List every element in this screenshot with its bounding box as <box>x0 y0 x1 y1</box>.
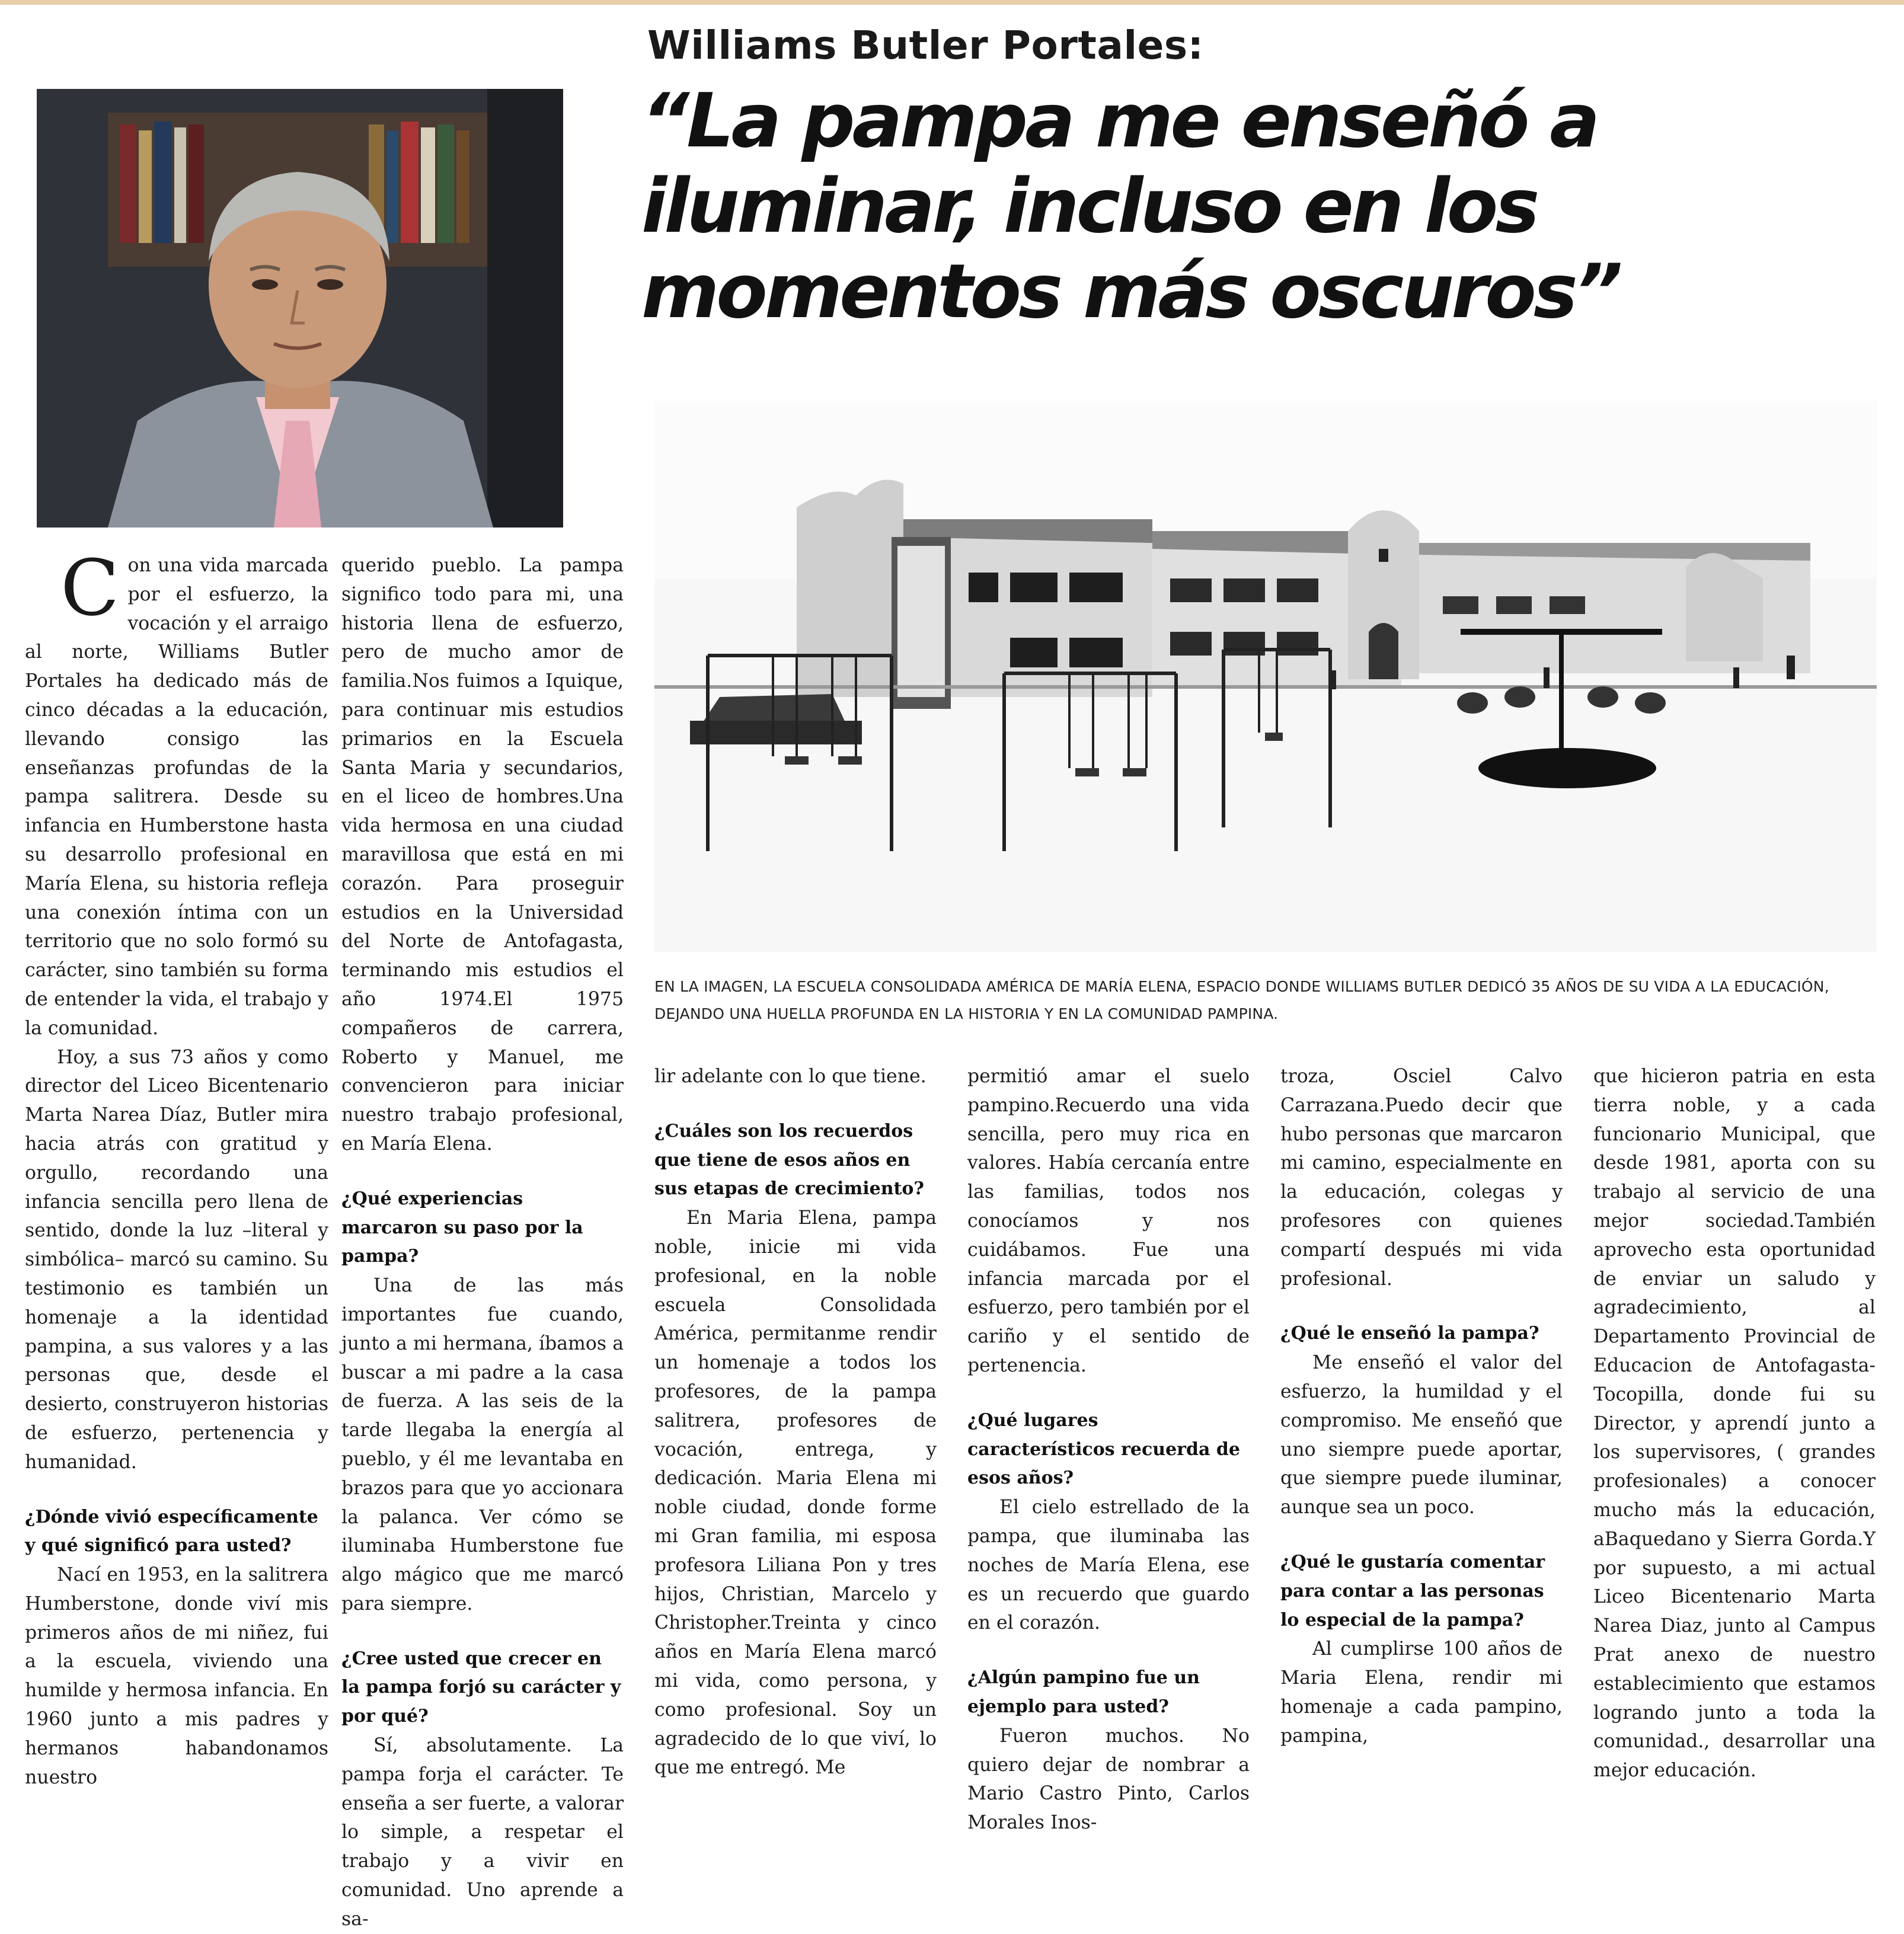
question-heading: ¿Dónde vivió específicamente y qué significó para usted? <box>25 1506 318 1556</box>
column-3 <box>654 1062 937 1779</box>
drop-cap: C <box>60 543 120 633</box>
body-paragraph: Hoy, a sus 73 años y como director del Liceo Bicentenario Marta Narea Díaz, Butler mira hacia atrás con gratitud y orgullo, recordando una infancia sencilla pero llena de sentido, donde la luz –literal y simbólica– marcó su camino. Su testimonio es también un homenaje a la identidad pampina, a sus valores y a las personas que, desde el desierto, construyeron historias de esfuerzo, pertenencia y humanidad. <box>25 1046 328 1473</box>
article-headline: “La pampa me enseñó a iluminar, incluso en los momentos más oscuros” <box>641 77 1620 335</box>
question-heading: ¿Cuáles son los recuerdos que tiene de esos años en sus etapas de crecimiento? <box>654 1120 924 1200</box>
question-heading: ¿Qué lugares característicos recuerda de esos años? <box>967 1409 1240 1489</box>
question-heading: ¿Cree usted que crecer en la pampa forjó su carácter y por qué? <box>341 1648 621 1727</box>
lead-paragraph <box>25 543 328 1043</box>
portrait-photo <box>37 89 563 528</box>
body-paragraph: permitió amar el suelo pampino.Recuerdo una vida sencilla, pero muy rica en valores. Había cercanía entre las familias, todos nos conocíamos y nos cuidábamos. Fue una infancia marcada por el esfuerzo, pero también por el cariño y el sentido de pertenencia. <box>967 1066 1250 1376</box>
answer-paragraph: Fueron muchos. No quiero dejar de nombrar a Mario Castro Pinto, Carlos Morales Inos- <box>967 1725 1250 1834</box>
body-paragraph: troza, Osciel Calvo Carrazana.Puedo decir que hubo personas que marcaron mi camino, especialmente en la educación, colegas y profesores con quienes compartí después mi vida profesional. <box>1280 1066 1563 1290</box>
school-photo <box>654 401 1877 952</box>
question-heading: ¿Qué experiencias marcaron su paso por la pampa? <box>341 1188 583 1267</box>
body-paragraph: lir adelante con lo que tiene. <box>654 1066 927 1087</box>
lead-text: on una vida marcada por el esfuerzo, la vocación y el arraigo al norte, Williams Butler Portales ha dedicado más de cinco décadas a la educación, llevando consigo las enseñanzas profundas de la pampa salitrera. Desde su infancia en Humberstone hasta su desarrollo profesional en María Elena, su historia refleja una conexión íntima con un territorio que no solo formó su carácter, sino también su forma de entender la vida, el trabajo y la comunidad. <box>25 555 328 1039</box>
column-6 <box>1593 1062 1876 1782</box>
body-paragraph: que hicieron patria en esta tierra noble, y a cada funcionario Municipal, que desde 1981, aporta con su trabajo al servicio de una mejor sociedad.También aprovecho esta oportunidad de enviar un saludo y agradecimiento, al Departamento Provincial de Educacion de Antofagasta-Tocopilla, donde fui su Director, y aprendí junto a los supervisores, ( grandes profesionales) a conocer mucho más la educación, aBaquedano y Sierra Gorda.Y por supuesto, a mi actual Liceo Bicentenario Marta Narea Diaz, junto al Campus Prat anexo de nuestro establecimiento que estamos logrando junto a toda la comunidad., desarrollar una mejor educación. <box>1593 1066 1876 1782</box>
answer-paragraph: En Maria Elena, pampa noble, inicie mi vida profesional, en la noble escuela Consolidada América, permitanme rendir un homenaje a todos los profesores, de la pampa salitrera, profesores de vocación, entrega, y dedicación. Maria Elena mi noble ciudad, donde forme mi Gran familia, mi esposa profesora Liliana Pon y tres hijos, Christian, Marcelo y Christopher.Treinta y cinco años en María Elena marcó mi vida, como persona, y como profesional. Soy un agradecido de lo que viví, lo que me entregó. Me <box>654 1207 937 1779</box>
answer-paragraph: Me enseñó el valor del esfuerzo, la humildad y el compromiso. Me enseñó que uno siempre puede aportar, que siempre puede iluminar, aunque sea un poco. <box>1280 1352 1563 1519</box>
photo-caption: EN LA IMAGEN, LA ESCUELA CONSOLIDADA AMÉRICA DE MARÍA ELENA, ESPACIO DONDE WILLIAMS BUTLER DEDICÓ 35 AÑOS DE SU VIDA A LA EDUCACIÓN, DEJANDO UNA HUELLA PROFUNDA EN LA HISTORIA Y EN LA COMUNIDAD PAMPINA. <box>654 978 1829 1022</box>
answer-paragraph: Al cumplirse 100 años de Maria Elena, rendir mi homenaje a cada pampino, pampina, <box>1280 1638 1563 1747</box>
question-heading: ¿Algún pampino fue un ejemplo para usted? <box>967 1667 1200 1717</box>
column-1 <box>25 543 328 1788</box>
question-heading: ¿Qué le gustaría comentar para contar a las personas lo especial de la pampa? <box>1280 1551 1545 1631</box>
article-kicker: Williams Butler Portales: <box>647 23 1204 68</box>
column-5 <box>1280 1062 1563 1747</box>
column-4 <box>967 1062 1250 1834</box>
column-2 <box>341 551 624 1930</box>
answer-paragraph: El cielo estrellado de la pampa, que iluminaba las noches de María Elena, ese es un recuerdo que guardo en el corazón. <box>967 1497 1250 1634</box>
answer-paragraph: Sí, absolutamente. La pampa forja el carácter. Te enseña a ser fuerte, a valorar lo simple, a respetar el trabajo y a vivir en comunidad. Uno aprende a sa- <box>341 1735 624 1930</box>
body-paragraph: querido pueblo. La pampa significo todo para mi, una historia llena de esfuerzo, pero de mucho amor de familia.Nos fuimos a Iquique, para continuar mis estudios primarios en la Escuela Santa Maria y secundarios, en el liceo de hombres.Una vida hermosa en una ciudad maravillosa que está en mi corazón. Para proseguir estudios en la Universidad del Norte de Antofagasta, terminando mis estudios el año 1974.El 1975 compañeros de carrera, Roberto y Manuel, me convencieron para iniciar nuestro trabajo profesional, en María Elena. <box>341 555 624 1155</box>
top-color-rule <box>0 0 1904 5</box>
answer-paragraph: Nací en 1953, en la salitrera Humberstone, donde viví mis primeros años de mi niñez, fui a la escuela, viviendo una humilde y hermosa infancia. En 1960 junto a mis padres y hermanos habandonamos nuestro <box>25 1564 328 1788</box>
question-heading: ¿Qué le enseñó la pampa? <box>1280 1323 1539 1344</box>
answer-paragraph: Una de las más importantes fue cuando, junto a mi hermana, íbamos a buscar a mi padre a la casa de fuerza. A las seis de la tarde llegaba la energía al pueblo, y él me levantaba en brazos para que yo accionara la palanca. Ver cómo se iluminaba Humberstone fue algo mágico que me marcó para siempre. <box>341 1275 624 1615</box>
